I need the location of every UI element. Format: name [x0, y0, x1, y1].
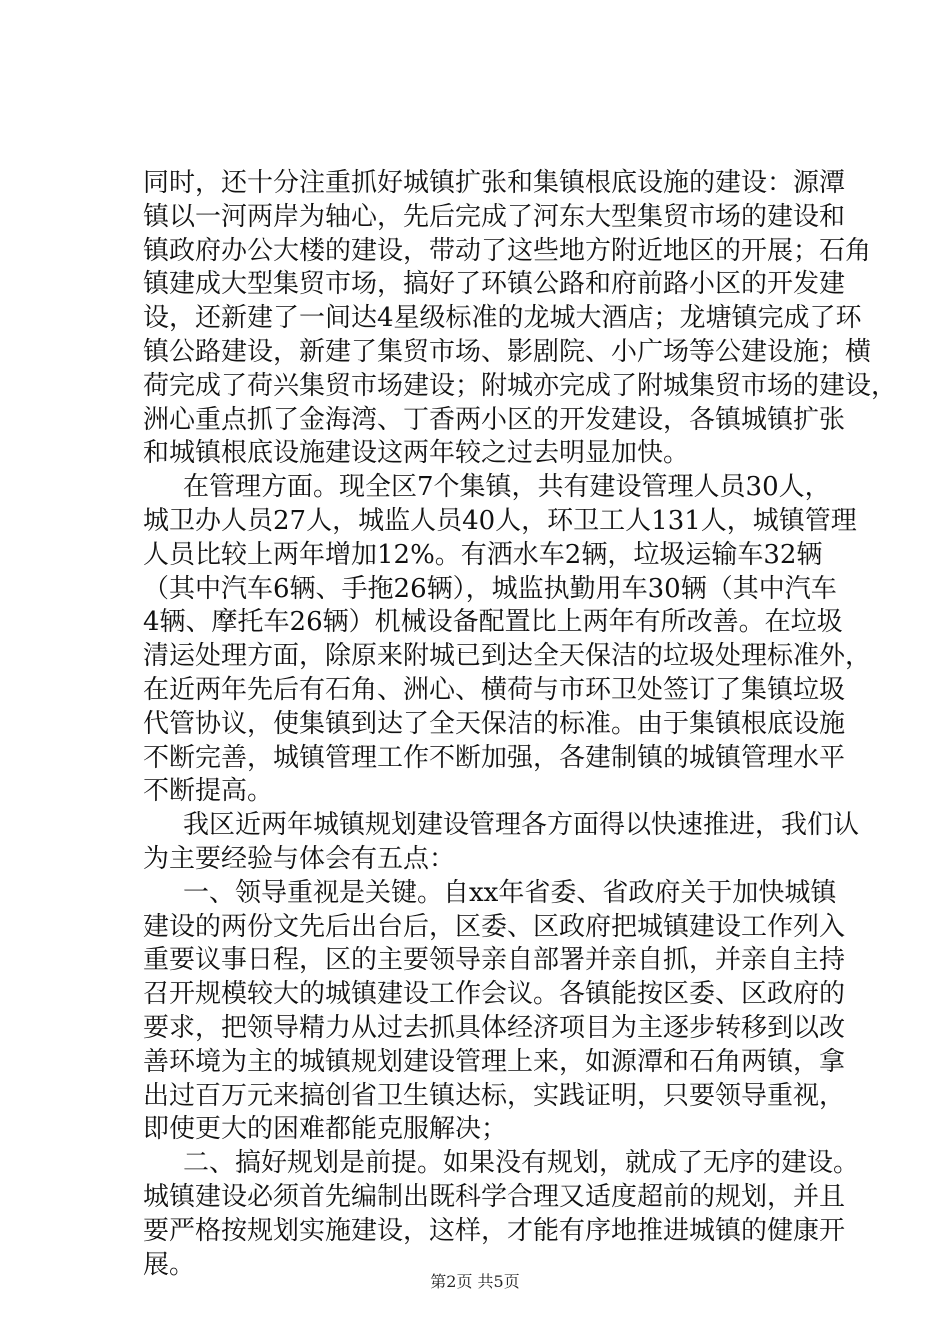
text-line: 设，还新建了一间达4星级标准的龙城大酒店；龙塘镇完成了环: [143, 303, 862, 334]
page-footer: 第2页 共5页: [430, 1272, 520, 1291]
text-line: 在管理方面。现全区7个集镇，共有建设管理人员30人，: [183, 472, 831, 503]
text-line: 荷完成了荷兴集贸市场建设；附城亦完成了附城集贸市场的建设，: [143, 370, 898, 401]
text-line: 4辆、摩托车26辆）机械设备配置比上两年有所改善。在垃圾: [143, 607, 843, 638]
text-line: 不断提高。: [143, 776, 274, 807]
text-line: 出过百万元来搞创省卫生镇达标，实践证明，只要领导重视，: [143, 1080, 846, 1111]
text-line: 城卫办人员27人，城监人员40人，环卫工人131人，城镇管理: [143, 506, 857, 536]
text-line: 同时，还十分注重抓好城镇扩张和集镇根底设施的建设：源潭: [143, 168, 846, 198]
text-line: 镇公路建设，新建了集贸市场、影剧院、小广场等公建设施；横: [143, 337, 872, 367]
text-line: 不断完善，城镇管理工作不断加强，各建制镇的城镇管理水平: [143, 742, 846, 773]
text-line: 镇以一河两岸为轴心，先后完成了河东大型集贸市场的建设和: [143, 201, 846, 232]
text-line: 城镇建设必须首先编制出既科学合理又适度超前的规划，并且: [143, 1182, 846, 1212]
text-line: 镇建成大型集贸市场，搞好了环镇公路和府前路小区的开发建: [143, 269, 846, 300]
text-line: 善环境为主的城镇规划建设管理上来，如源潭和石角两镇，拿: [143, 1046, 846, 1077]
text-line: 要求，把领导精力从过去抓具体经济项目为主逐步转移到以改: [143, 1013, 846, 1043]
text-line: 要严格按规划实施建设，这样，才能有序地推进城镇的健康开: [143, 1215, 846, 1246]
text-line: 二、搞好规划是前提。如果没有规划，就成了无序的建设。: [183, 1148, 860, 1179]
text-line: 镇政府办公大楼的建设，带动了这些地方附近地区的开展；石角: [143, 235, 872, 266]
text-line: 即使更大的困难都能克服解决；: [143, 1114, 508, 1145]
text-line: 清运处理方面，除原来附城已到达全天保洁的垃圾处理标准外，: [143, 641, 872, 672]
text-line: 在近两年先后有石角、洲心、横荷与市环卫处签订了集镇垃圾: [143, 675, 846, 705]
text-line: 展。: [143, 1249, 196, 1280]
text-line: （其中汽车6辆、手拖26辆），城监执勤用车30辆（其中汽车: [143, 573, 837, 604]
text-line: 建设的两份文先后出台后，区委、区政府把城镇建设工作列入: [143, 911, 846, 942]
text-line: 重要议事日程，区的主要领导亲自部署并亲自抓，并亲自主持: [143, 945, 846, 976]
text-line: 洲心重点抓了金海湾、丁香两小区的开发建设，各镇城镇扩张: [143, 404, 846, 435]
text-line: 代管协议，使集镇到达了全天保洁的标准。由于集镇根底设施: [143, 708, 846, 739]
text-line: 召开规模较大的城镇建设工作会议。各镇能按区委、区政府的: [143, 979, 846, 1010]
text-line: 一、领导重视是关键。自xx年省委、省政府关于加快城镇: [183, 877, 837, 908]
text-line: 人员比较上两年增加12%。有洒水车2辆，垃圾运输车32辆: [143, 539, 823, 570]
text-line: 我区近两年城镇规划建设管理各方面得以快速推进，我们认: [183, 810, 860, 841]
text-line: 和城镇根底设施建设这两年较之过去明显加快。: [143, 438, 690, 469]
text-line: 为主要经验与体会有五点：: [143, 844, 456, 874]
